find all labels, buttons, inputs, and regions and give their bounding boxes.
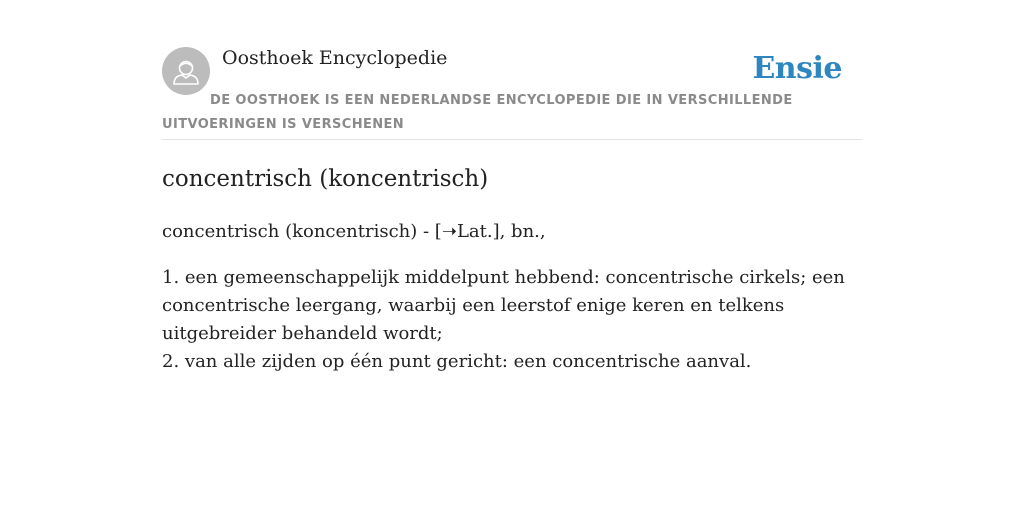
arrow-right-icon: ➝ xyxy=(441,221,457,242)
definition-item: 1. een gemeenschappelijk middelpunt hebbend: concentrische cirkels; een concentrische leergang, waarbij een leerstof enige keren en telkens uitgebreider behandeld wordt; xyxy=(162,267,845,344)
ensie-logo-link[interactable]: Ensie xyxy=(752,51,842,86)
source-header xyxy=(162,46,862,140)
definition-list xyxy=(162,264,862,376)
reference-label: Lat. xyxy=(456,221,493,242)
entry-container xyxy=(162,46,862,376)
entry-title: concentrisch (koncentrisch) xyxy=(162,166,489,192)
lemma-suffix: ], bn., xyxy=(492,221,546,242)
lemma-separator: - [ xyxy=(417,221,442,242)
user-avatar-icon[interactable] xyxy=(162,47,210,95)
source-name-link[interactable]: Oosthoek Encyclopedie xyxy=(222,47,448,69)
lemma-headword: concentrisch (koncentrisch) xyxy=(162,221,418,242)
reference-link-lat[interactable] xyxy=(442,221,493,242)
entry-lemma xyxy=(162,218,862,246)
source-tagline: DE OOSTHOEK IS EEN NEDERLANDSE ENCYCLOPEDIE DIE IN VERSCHILLENDE UITVOERINGEN IS VERSCHENEN xyxy=(162,93,793,132)
definition-item: 2. van alle zijden op één punt gericht: een concentrische aanval. xyxy=(162,351,752,372)
